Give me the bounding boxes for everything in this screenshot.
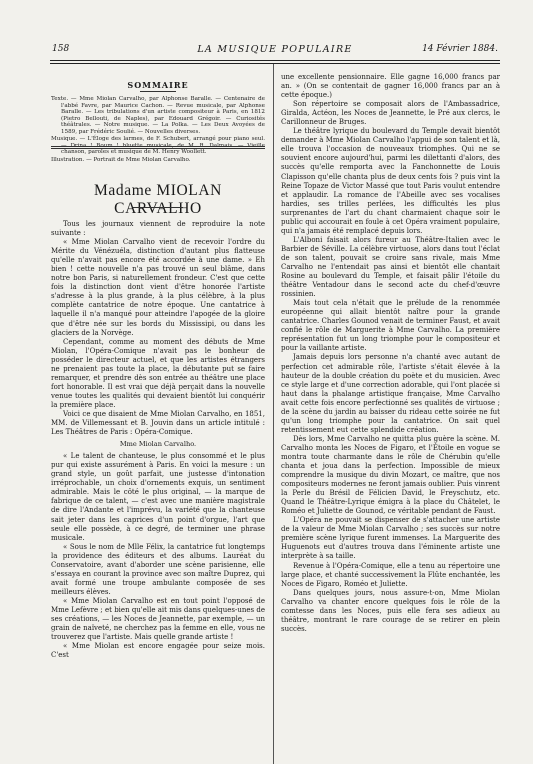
paragraph: Revenue à l'Opéra-Comique, elle a tenu au répertoire une large place, et chanté successivement la Flûte enchantée, les Noces de Figaro, Roméo et Juliette. — [281, 561, 500, 588]
paragraph: « Mme Miolan Carvalho est en tout point l'opposé de Mme Lefèvre ; et bien qu'elle ait mis dans quelques-unes de ses créations, — les Noces de Jeannette, par exemple, — un grain de naïveté, ne cherchez pas la femme en elle, vous ne trouverez que l'artiste. Mais quelle grande artiste ! — [51, 596, 265, 642]
header-rule-bottom — [50, 63, 500, 64]
paragraph: Jamais depuis lors personne n'a chanté avec autant de perfection cet admirable rôle, l'artiste s'était élevée à la hauteur de la double création du poète et du musicien. Avec ce style large et d'une correction adorable, qui l'ont placée si haut dans la phalange artistique française, Mme Carvalho avait cette fois encore perfectionné ses qualités de virtuose ; de la scène du jardin au baisser du rideau cette soirée ne fut qu'un long triomphe pour la cantatrice. On sait quel retentissement eut cette splendide création. — [281, 353, 500, 434]
sommaire-block — [51, 96, 265, 164]
paragraph: « Mme Miolan Carvalho vient de recevoir l'ordre du Mérite du Vénézuéla, distinction d'autant plus flatteuse qu'elle n'avait pas encore été accordée à une dame. » Eh bien ! cette nouvelle n'a pas trouvé un seul blâme, dans notre bon Paris, si naturellement frondeur. C'est que cette fois la distinction dont vient d'être honorée l'artiste s'adresse à la plus grande, à la plus célèbre, à la plus complète cantatrice de notre époque. Une cantatrice à laquelle il n'a manqué pour atteindre l'apogée de la gloire que d'être née sur les bords du Mississipi, ou dans les glaciers de la Norvège. — [51, 238, 265, 337]
paragraph: Mais tout cela n'était que le prélude de la renommée européenne qui allait bientôt naître pour la grande cantatrice. Charles Gounod venait de terminer Faust, et avait confié le rôle de Marguerite à Mme Carvalho. La première représentation fut un long triomphe pour le compositeur et pour la vaillante artiste. — [281, 299, 500, 353]
paragraph: « Sous le nom de Mlle Félix, la cantatrice fut longtemps la providence des éditeurs et des albums. Lauréat du Conservatoire, avant d'aborder une scène parisienne, elle s'essaya en courant la province avec son maître Duprez, qui avait formé une troupe ambulante composée de ses meilleurs élèves. — [51, 542, 265, 596]
sommaire-underline — [140, 91, 176, 92]
header-rule-top — [50, 60, 500, 61]
article-right-column — [281, 73, 500, 753]
paragraph: Son répertoire se composait alors de l'Ambassadrice, Giralda, Actéon, les Noces de Jeannette, le Pré aux clercs, le Carillonneur de Bruges. — [281, 100, 500, 127]
column-divider — [273, 64, 274, 764]
sommaire-text: Texte. — Mme Miolan Carvalho, par Alphonse Baralle. — Centenaire de l'abbé Favre, par Maurice Cachon. — Revue musicale, par Alphonse Baralle. — Les tribulations d'un artiste compositeur à Paris, en 1812 (Pietro Bellouti, de Naples), par Edouard Grégoir. — Curiosités théâtrales. — Notre musique. — La Polka. — Les Deux Avoyées de 1589, par Frédéric Soulié. — Nouvelles diverses. — [51, 96, 265, 135]
paragraph: Cependant, comme au moment des débuts de Mme Miolan, l'Opéra-Comique n'avait pas le bonheur de posséder le directeur actuel, et que les artistes étrangers ne prenaient pas toute la place, la débutante put se faire remarquer, et prendre dès son entrée au théâtre une place fort honorable. Il est vrai que déjà perçait dans la nouvelle venue toutes les qualités qui devaient bientôt lui conquérir la première place. — [51, 337, 265, 409]
paragraph: « Le talent de chanteuse, le plus consommé et le plus pur qui existe assurément à Paris. En voici la mesure : un grand style, un goût parfait, une justesse d'intonation irréprochable, un choix d'ornements exquis, un sentiment admirable. Mais le côté le plus original, — la marque de fabrique de ce talent, — c'est avec une manière magistrale de dire l'Andante et l'imprévu, la variété que la chanteuse sait jeter dans les caprices d'un point d'orgue, l'art que seule elle possède, à ce degré, de terminer une phrase musicale. — [51, 452, 265, 542]
sommaire-music: Musique. — L'Éloge des larmes, de F. Schubert, arrangé pour piano seul. — Drina ! Boum ! bluette musicale, de M. R. Dalmais. — Vieille chanson, paroles et musique de M. Henry Woollett. — [51, 136, 265, 155]
section-rule-double — [51, 148, 265, 149]
sommaire-title: SOMMAIRE — [127, 80, 189, 90]
paragraph: « Mme Miolan est encore engagée pour seize mois. C'est — [51, 642, 265, 660]
paragraph: Le théâtre lyrique du boulevard du Temple devait bientôt demander à Mme Miolan Carvalho l'appui de son talent et là, elle trouva l'occasion de nouveaux triomphes. Qui ne se souvient encore aujourd'hui, parmi les dilettanti d'alors, des succès qu'elle remporta avec la Fanchonnette de Louis Clapisson qu'elle chanta plus de deux cents fois ? puis vint la Reine Topaze de Victor Massé que tout Paris voulut entendre et applaudir. La romance de l'Abeille avec ses vocalises hardies, ses trilles perlées, les difficultés les plus surprenantes de l'art du chant charmaient chaque soir le public qui accourait en foule à cet Opéra vraiment populaire, qui n'a jamais été remplacé depuis lors. — [281, 127, 500, 235]
paragraph: une excellente pensionnaire. Elle gagne 16,000 francs par an. » (On se contentait de gagner 16,000 francs par an à cette époque.) — [281, 73, 500, 100]
article-left-column — [51, 220, 265, 756]
subheading: Mme Miolan Carvalho. — [119, 440, 197, 449]
paragraph: Dès lors, Mme Carvalho ne quitta plus guère la scène. M. Carvalho monta les Noces de Figaro, et l'Étoile en vogue se montra toute charmante dans le rôle de Chérubin qu'elle chanta et joua dans la perfection. Impossible de mieux comprendre la musique du divin Mozart, ce maître, que nos compositeurs modernes ne feront jamais oublier. Puis vinrent la Perle du Brésil de Félicien David, le Freyschutz, etc. Quand le Théâtre-Lyrique émigra à la place du Châtelet, le Roméo et Juliette de Gounod, ce véritable pendant de Faust. — [281, 434, 500, 516]
paragraph: Tous les journaux viennent de reproduire la note suivante : — [51, 220, 265, 238]
article-title: Madame MIOLAN CARVALHO — [94, 182, 222, 217]
journal-title: LA MUSIQUE POPULAIRE — [197, 44, 353, 55]
sommaire-illustration: Illustration. — Portrait de Mme Miolan Carvalho. — [51, 156, 191, 163]
paragraph: L'Opéra ne pouvait se dispenser de s'attacher une artiste de la valeur de Mme Miolan Carvalho ; ses succès sur notre première scène lyrique furent immenses. La Marguerite des Huguenots eut d'autres trouva dans l'éminente artiste une interprète à sa taille. — [281, 516, 500, 561]
paragraph: Dans quelques jours, nous assure-t-on, Mme Miolan Carvalho va chanter encore quelques fois le rôle de la comtesse dans les Noces, puis elle fera ses adieux au théâtre, montrant le rare courage de se retirer en plein succès. — [281, 588, 500, 633]
paragraph: Voici ce que disaient de Mme Miolan Carvalho, en 1851, MM. de Villemessant et B. Jouvin dans un article intitulé : Les Théâtres de Paris : Opéra-Comique. — [51, 409, 265, 437]
title-underline — [133, 207, 183, 208]
issue-date: 14 Février 1884. — [422, 44, 498, 54]
section-rule — [51, 146, 265, 147]
page-number: 158 — [52, 44, 70, 54]
paragraph: L'Alboni faisait alors fureur au Théâtre-Italien avec le Barbier de Séville. La célèbre virtuose, alors dans tout l'éclat de son talent, pouvait se croire sans rivale, mais Mme Carvalho ne l'entendait pas ainsi et bientôt elle chantait Rosine au boulevard du Temple, et faisait pâlir l'étoile du théâtre Ventadour dans le second acte du chef-d'œuvre rossinien. — [281, 235, 500, 299]
